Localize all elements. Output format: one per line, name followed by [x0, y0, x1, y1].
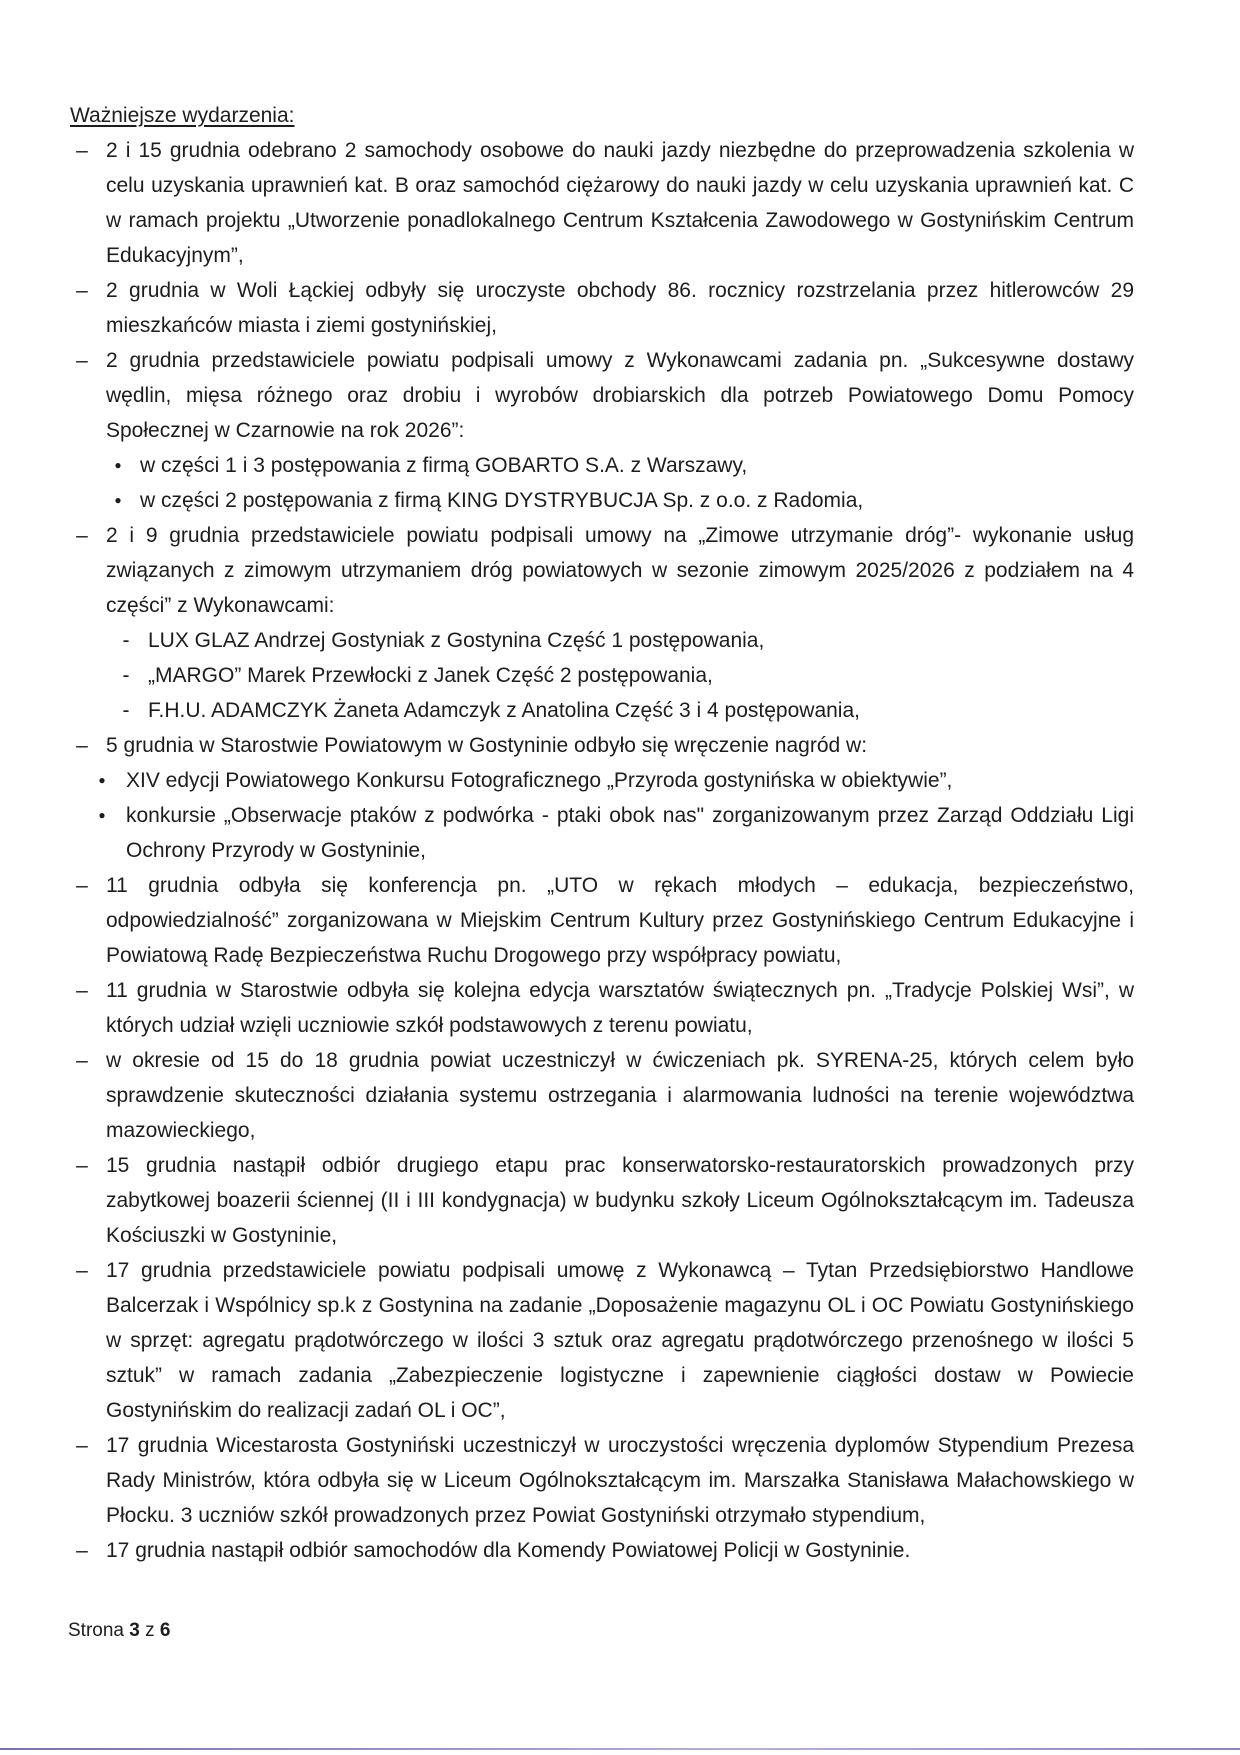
dash-marker: –: [76, 279, 88, 302]
sub-item-text: F.H.U. ADAMCZYK Żaneta Adamczyk z Anatolina Część 3 i 4 postępowania,: [148, 699, 860, 722]
bullet-marker: ●: [98, 773, 106, 787]
list-item: [70, 1148, 1134, 1253]
footer-page-number: 3: [129, 1620, 140, 1641]
item-text: 2 i 9 grudnia przedstawiciele powiatu podpisali umowy na „Zimowe utrzymanie dróg”- wykonanie usług związanych z zimowym utrzymaniem dróg powiatowych w sezonie zimowym 2025/2026 z podziałem na 4 części” z Wykonawcami:: [106, 524, 1134, 617]
page-footer: [68, 1616, 170, 1646]
dash-marker: –: [76, 1434, 88, 1457]
page-edge-line: [0, 1748, 1240, 1750]
sub-list-item: [90, 763, 1134, 798]
list-item: [70, 973, 1134, 1043]
section-heading: Ważniejsze wydarzenia:: [70, 104, 295, 127]
item-text: 2 i 15 grudnia odebrano 2 samochody osobowe do nauki jazdy niezbędne do przeprowadzenia szkolenia w celu uzyskania uprawnień kat. B oraz samochód ciężarowy do nauki jazdy w celu uzyskania uprawnień kat. C w ramach projektu „Utworzenie ponadlokalnego Centrum Kształcenia Zawodowego w Gostynińskim Centrum Edukacyjnym”,: [106, 139, 1134, 267]
bullet-marker: ●: [114, 458, 122, 472]
sub-item-text: w części 1 i 3 postępowania z firmą GOBARTO S.A. z Warszawy,: [140, 454, 748, 477]
dash-marker: –: [76, 524, 88, 547]
sub-item-text: XIV edycji Powiatowego Konkursu Fotograficznego „Przyroda gostynińska w obiektywie”,: [126, 769, 953, 792]
footer-separator: z: [145, 1620, 155, 1641]
dash-marker: –: [76, 979, 88, 1002]
list-item: [70, 343, 1134, 448]
dash-marker: -: [122, 629, 130, 652]
item-text: 17 grudnia przedstawiciele powiatu podpisali umowę z Wykonawcą – Tytan Przedsiębiorstwo Handlowe Balcerzak i Wspólnicy sp.k z Gostynina na zadanie „Doposażenie magazynu OL i OC Powiatu Gostynińskiego w sprzęt: agregatu prądotwórczego w ilości 3 sztuk oraz agregatu prądotwórczego przenośnego w ilości 5 sztuk” w ramach zadania „Zabezpieczenie logistyczne i zapewnienie ciągłości dostaw w Powiecie Gostynińskim do realizacji zadań OL i OC”,: [106, 1259, 1134, 1422]
dash-marker: –: [76, 139, 88, 162]
dash-marker: -: [122, 699, 130, 722]
sub-list-item: [114, 658, 1134, 693]
dash-marker: –: [76, 1259, 88, 1282]
list-item: [70, 133, 1134, 273]
item-text: 15 grudnia nastąpił odbiór drugiego etapu prac konserwatorsko-restauratorskich prowadzonych przy zabytkowej boazerii ściennej (II i III kondygnacja) w budynku szkoły Liceum Ogólnokształcącym im. Tadeusza Kościuszki w Gostyninie,: [106, 1154, 1134, 1247]
list-item: [70, 1043, 1134, 1148]
sub-list-item: [106, 483, 1134, 518]
sub-item-text: „MARGO” Marek Przewłocki z Janek Część 2 postępowania,: [148, 664, 713, 687]
list-item: [70, 728, 1134, 763]
sub-list-item: [106, 448, 1134, 483]
footer-prefix: Strona: [68, 1620, 124, 1641]
sub-item-text: LUX GLAZ Andrzej Gostyniak z Gostynina Część 1 postępowania,: [148, 629, 765, 652]
list-item: [70, 1253, 1134, 1428]
dash-marker: –: [76, 734, 88, 757]
item-text: 11 grudnia w Starostwie odbyła się kolejna edycja warsztatów świątecznych pn. „Tradycje Polskiej Wsi”, w których udział wzięli uczniowie szkół podstawowych z terenu powiatu,: [106, 979, 1134, 1037]
item-text: 11 grudnia odbyła się konferencja pn. „UTO w rękach młodych – edukacja, bezpieczeństwo, odpowiedzialność” zorganizowana w Miejskim Centrum Kultury przez Gostynińskiego Centrum Edukacyjne i Powiatową Radę Bezpieczeństwa Ruchu Drogowego przy współpracy powiatu,: [106, 874, 1134, 967]
item-text: 2 grudnia w Woli Łąckiej odbyły się uroczyste obchody 86. rocznicy rozstrzelania przez hitlerowców 29 mieszkańców miasta i ziemi gostynińskiej,: [106, 279, 1134, 337]
dash-marker: –: [76, 874, 88, 897]
item-text: 17 grudnia Wicestarosta Gostyniński uczestniczył w uroczystości wręczenia dyplomów Stypendium Prezesa Rady Ministrów, która odbyła się w Liceum Ogólnokształcącym im. Marszałka Stanisława Małachowskiego w Płocku. 3 uczniów szkół prowadzonych przez Powiat Gostyniński otrzymało stypendium,: [106, 1434, 1134, 1527]
list-item: [70, 1428, 1134, 1533]
item-text: 5 grudnia w Starostwie Powiatowym w Gostyninie odbyło się wręczenie nagród w:: [106, 734, 868, 757]
dash-marker: –: [76, 1154, 88, 1177]
item-text: 2 grudnia przedstawiciele powiatu podpisali umowy z Wykonawcami zadania pn. „Sukcesywne dostawy wędlin, mięsa różnego oraz drobiu i wyrobów drobiarskich dla potrzeb Powiatowego Domu Pomocy Społecznej w Czarnowie na rok 2026”:: [106, 349, 1134, 442]
bullet-marker: ●: [114, 493, 122, 507]
list-item: [70, 868, 1134, 973]
bullet-marker: ●: [98, 808, 106, 822]
sub-list-item: [114, 623, 1134, 658]
list-item: [70, 1533, 1134, 1568]
sub-item-text: konkursie „Obserwacje ptaków z podwórka - ptaki obok nas" zorganizowanym przez Zarząd Oddziału Ligi Ochrony Przyrody w Gostyninie,: [126, 804, 1134, 862]
sub-item-text: w części 2 postępowania z firmą KING DYSTRYBUCJA Sp. z o.o. z Radomia,: [140, 489, 864, 512]
item-text: 17 grudnia nastąpił odbiór samochodów dla Komendy Powiatowej Policji w Gostyninie.: [106, 1539, 911, 1562]
sub-list-item: [114, 693, 1134, 728]
footer-total-pages: 6: [159, 1620, 171, 1641]
sub-list-item: [90, 798, 1134, 868]
dash-marker: –: [76, 1049, 88, 1072]
events-list: [70, 133, 1134, 1568]
list-item: [70, 518, 1134, 623]
dash-marker: –: [76, 349, 88, 372]
item-text: w okresie od 15 do 18 grudnia powiat uczestniczył w ćwiczeniach pk. SYRENA-25, których celem było sprawdzenie skuteczności działania systemu ostrzegania i alarmowania ludności na terenie województwa mazowieckiego,: [106, 1049, 1134, 1142]
dash-marker: -: [122, 664, 130, 687]
list-item: [70, 273, 1134, 343]
dash-marker: –: [76, 1539, 88, 1562]
